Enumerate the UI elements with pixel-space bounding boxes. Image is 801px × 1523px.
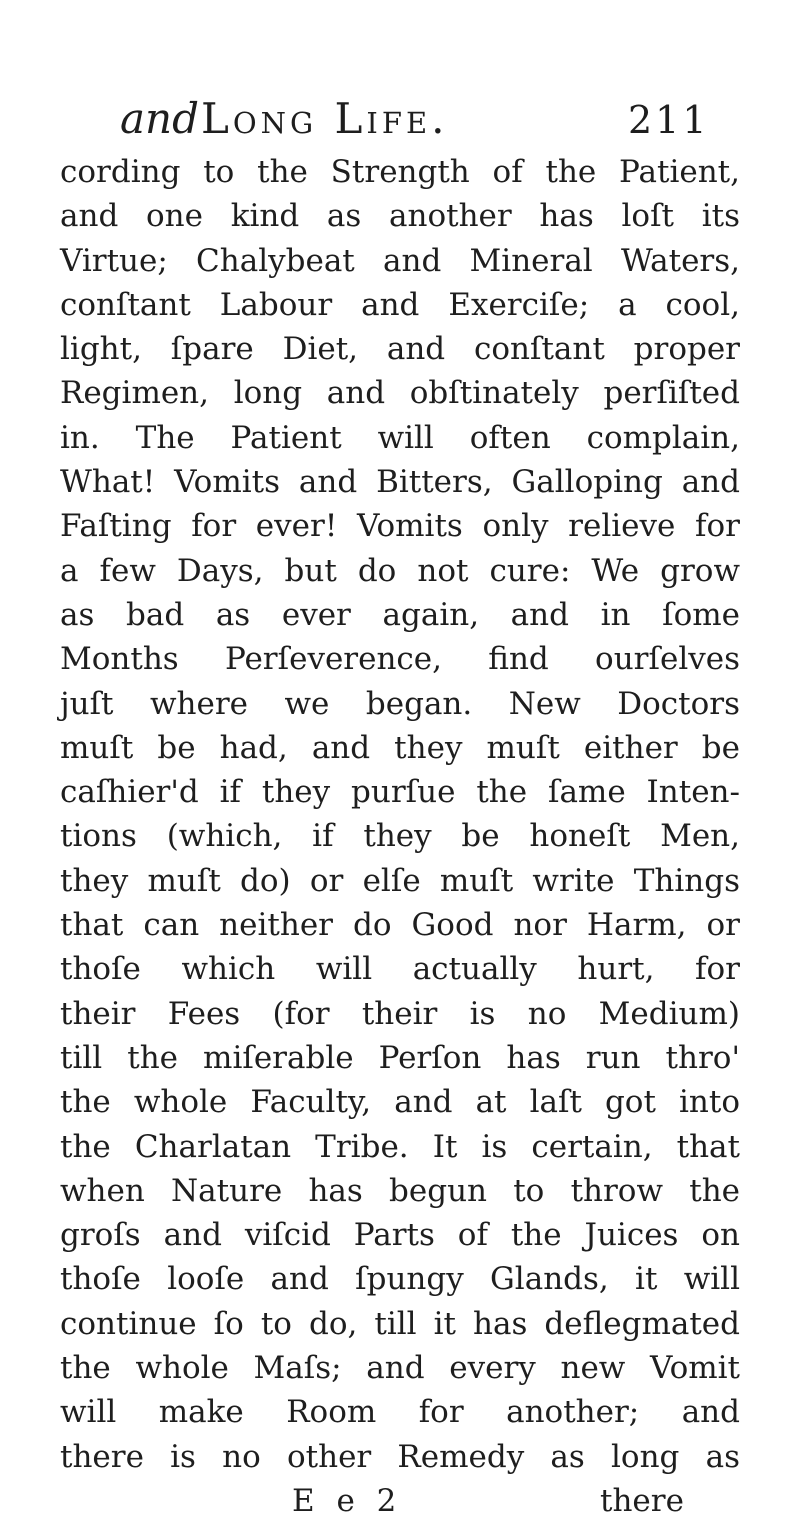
text-line: in. The Patient will often complain, <box>60 419 740 456</box>
body-text <box>60 150 740 1523</box>
text-line: Months Perſeverence, find ourſelves <box>60 641 740 678</box>
text-line: Regimen, long and obſtinately perſiſted <box>60 375 740 412</box>
text-line: till the miſerable Perſon has run thro' <box>60 1039 740 1076</box>
running-title-italic: and <box>120 94 199 143</box>
text-line: when Nature has begun to throw the <box>60 1172 740 1209</box>
running-title-caps: Long Life. <box>200 94 449 143</box>
signature-mark: E e 2 <box>292 1482 403 1519</box>
text-line: muſt be had, and they muſt either be <box>60 729 740 766</box>
text-line: they muſt do) or elſe muſt write Things <box>60 862 740 899</box>
text-line: that can neither do Good nor Harm, or <box>60 907 740 944</box>
running-header <box>120 94 720 148</box>
text-line: as bad as ever again, and in ſome <box>60 596 740 633</box>
text-line: their Fees (for their is no Medium) <box>60 995 740 1032</box>
text-line: and one kind as another has loſt its <box>60 198 740 235</box>
text-line: light, ſpare Diet, and conſtant proper <box>60 331 740 368</box>
text-line: groſs and viſcid Parts of the Juices on <box>60 1217 740 1254</box>
text-line: continue ſo to do, till it has deflegmated <box>60 1305 740 1342</box>
page-number: 211 <box>628 98 710 142</box>
text-line: tions (which, if they be honeſt Men, <box>60 818 740 855</box>
text-line: will make Room for another; and <box>60 1394 740 1431</box>
text-line: cording to the Strength of the Patient, <box>60 154 740 190</box>
text-line: the whole Maſs; and every new Vomit <box>60 1350 740 1387</box>
text-line: juſt where we began. New Doctors <box>60 685 740 722</box>
text-line: thoſe looſe and ſpungy Glands, it will <box>60 1261 740 1298</box>
text-line: caſhier'd if they purſue the ſame Inten- <box>60 774 740 811</box>
text-line: conſtant Labour and Exerciſe; a cool, <box>60 286 740 323</box>
catchword: there <box>600 1482 684 1519</box>
text-line: the Charlatan Tribe. It is certain, that <box>60 1128 740 1165</box>
text-line: Virtue; Chalybeat and Mineral Waters, <box>60 242 740 279</box>
text-line: What! Vomits and Bitters, Galloping and <box>60 464 740 501</box>
text-line: there is no other Remedy as long as <box>60 1438 740 1475</box>
running-title <box>120 94 449 143</box>
text-line: the whole Faculty, and at laſt got into <box>60 1084 740 1121</box>
signature-line <box>60 1479 740 1523</box>
text-line: thoſe which will actually hurt, for <box>60 951 740 988</box>
text-line: Faſting for ever! Vomits only relieve for <box>60 508 740 545</box>
text-line: a few Days, but do not cure: We grow <box>60 552 740 589</box>
